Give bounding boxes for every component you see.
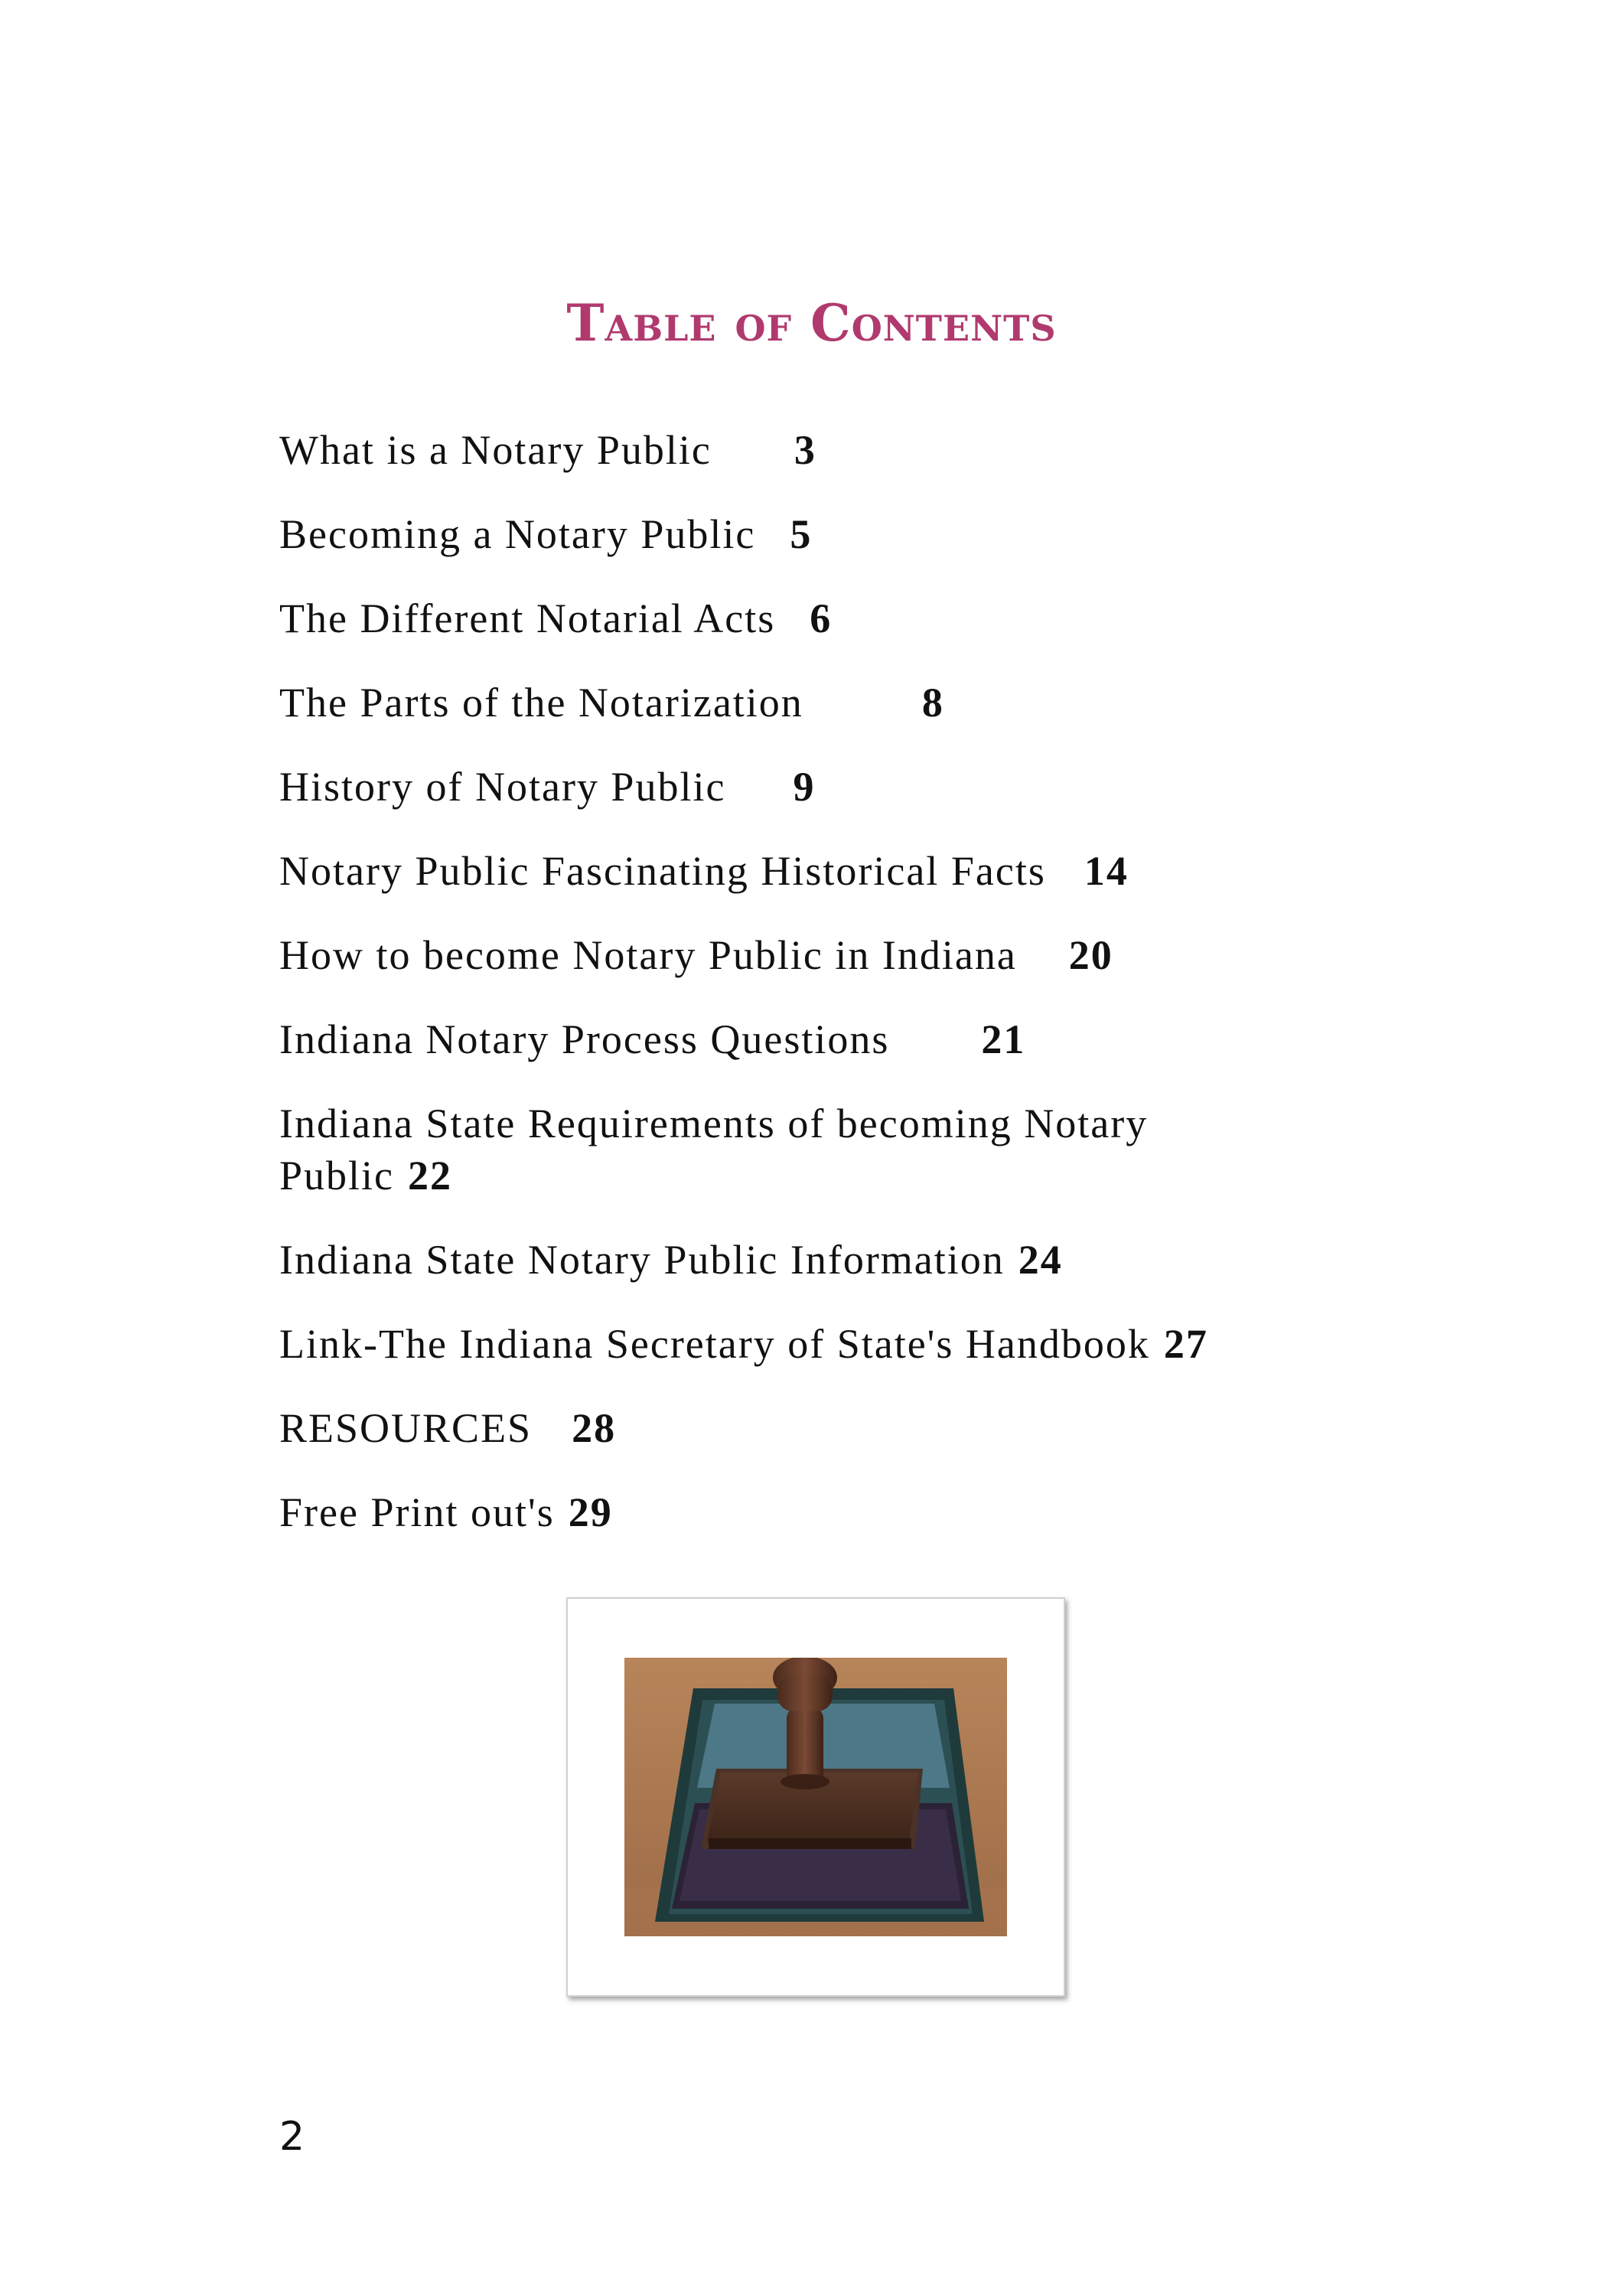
toc-entry-page: 27 [1163,1321,1208,1367]
toc-entry [279,1487,613,1538]
toc-entry [279,1014,1025,1065]
notary-stamp-photo [624,1658,1007,1936]
toc-entry-page: 28 [572,1405,617,1451]
toc-title: Table of Contents [566,293,1057,353]
toc-entry-page: 24 [1018,1237,1063,1283]
toc-entry-label: Link-The Indiana Secretary of State's Handbook [279,1321,1150,1367]
toc-entry [279,425,816,475]
toc-entry [279,1403,616,1453]
toc-entry-label: RESOURCES [279,1405,533,1451]
toc-entry-page: 3 [794,427,816,473]
toc-entry-label: What is a Notary Public [279,427,712,473]
toc-entry [279,677,944,728]
toc-entry-page: 6 [810,595,833,641]
toc-entry-label: How to become Notary Public in Indiana [279,932,1017,978]
toc-entry-page: 14 [1084,848,1129,894]
toc-entry-label: History of Notary Public [279,764,726,810]
toc-entry-label: The Parts of the Notarization [279,680,803,726]
toc-entry-page: 9 [793,764,816,810]
toc-entry-continuation [279,1150,452,1201]
toc-entry-label: Public [279,1153,395,1199]
toc-entry-page: 22 [408,1153,453,1199]
toc-entry [279,1234,1063,1285]
toc-entry-label: Becoming a Notary Public [279,511,756,557]
toc-entry [279,593,832,644]
toc-entry-page: 29 [568,1489,613,1535]
toc-entry-label: Indiana Notary Process Questions [279,1016,890,1062]
toc-entry [279,509,812,559]
toc-entry [279,930,1113,980]
toc-entry-label: The Different Notarial Acts [279,595,776,641]
toc-entry-page: 21 [981,1016,1026,1062]
toc-entry [279,762,815,812]
toc-entry-label: Free Print out's [279,1489,555,1535]
toc-entry-label: Notary Public Fascinating Historical Facts [279,848,1046,894]
page-number: 2 [279,2114,305,2160]
toc-entry-page: 8 [921,680,944,726]
toc-entry [279,1098,1148,1149]
notary-stamp-photo-frame [566,1597,1065,1997]
toc-entry-label: Indiana State Requirements of becoming Notary [279,1101,1149,1146]
toc-entry [279,1319,1208,1369]
toc-entry-label: Indiana State Notary Public Information [279,1237,1005,1283]
toc-entry-page: 5 [790,511,813,557]
toc-entry [279,846,1129,896]
toc-entry-page: 20 [1068,932,1113,978]
